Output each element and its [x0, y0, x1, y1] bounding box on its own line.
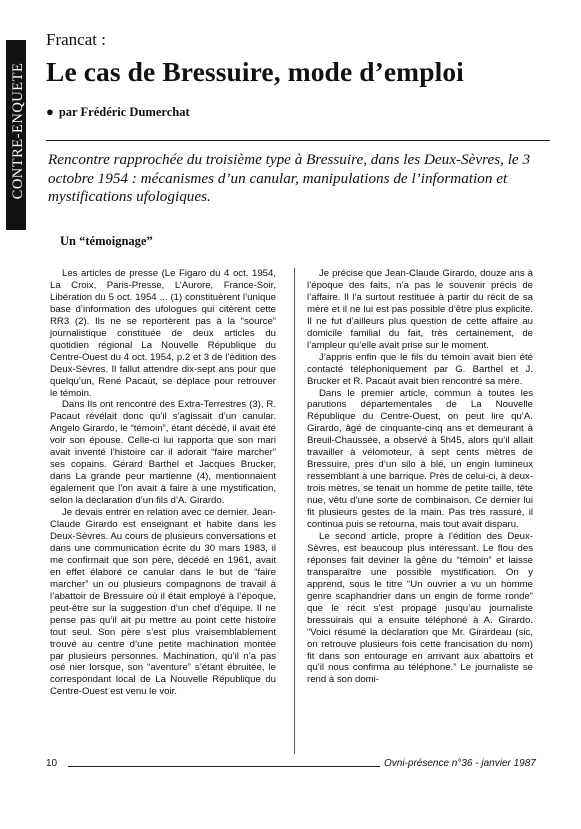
section-heading: Un “témoignage” [60, 234, 153, 248]
byline-text: par Frédéric Dumerchat [58, 105, 190, 119]
page-number: 10 [46, 758, 58, 769]
paragraph: Je devais entrer en relation avec ce dernier. Jean-Claude Girardo est enseignant et habite dans les Deux-Sèvres. Au cours de plusieurs conversations et dans une communication écrite du 30 mars 1983, il me confirmait que son père, décédé en 1961, avait en effet élaboré ce canular dans le but de “faire marcher” un ou plusieurs compagnons de travail à l’abattoir de Bressuire où il était employé à l’époque, peut-être sur la suggestion d’un chef d’équipe. Il ne pense pas qu’il ait pu mettre au point cette histoire tout seul. Son père s’est plus vraisemblablement trouvé au centre d’une petite machination montée par plusieurs personnes. Machination, qu’il n’a pas osé nier lorsque, son “aventure” s’étant ébruitée, le correspondant local de La Nouvelle République du Centre-Ouest est venu le voir. [50, 507, 276, 698]
text-column-right [307, 268, 533, 686]
footer-rule [68, 766, 380, 767]
header-rule [46, 140, 550, 141]
column-divider [294, 268, 295, 754]
article-standfirst: Rencontre rapprochée du troisième type à Bressuire, dans les Deux-Sèvres, le 3 octobre 1954 : mécanismes d’un canular, manipulations de l’information et mystifications ufologiques. [48, 151, 531, 205]
paragraph: Je précise que Jean-Claude Girardo, douze ans à l’époque des faits, n’a pas le souvenir précis de l’affaire. Il l’a surtout restituée à partir du récit de sa mère et il ne lui est pas possible d’être plus explicite. Il ne fut d’ailleurs plus question de cette affaire au domicile familial du fait, très certainement, de l’ampleur qu’elle avait prise sur le moment. [307, 268, 533, 351]
paragraph: Les articles de presse (Le Figaro du 4 oct. 1954, La Croix, Paris-Presse, L’Aurore, France-Soir, Libération du 5 oct. 1954 ... (1) constituèrent l’unique base d’information des ufologues qui citèrent cette RR3 (2). Ils ne se reportèrent pas à la “source” journalistique constituée de deux articles du quotidien régional La Nouvelle République du Centre-Ouest du 4 oct. 1954, p.2 et 3 de l’édition des Deux-Sèvres. Il fallut attendre dix-sept ans pour que quelqu’un, René Pacaut, se déplace pour retrouver le témoin. [50, 268, 276, 399]
footer-publication: Ovni-présence n°36 - janvier 1987 [384, 758, 536, 769]
section-banner-label: CONTRE-ENQUETE [10, 62, 26, 200]
article-title: Le cas de Bressuire, mode d’emploi [46, 56, 464, 87]
paragraph: Dans Ils ont rencontré des Extra-Terrestres (3), R. Pacaut révélait donc qu’il s’agissait d’un canular. Angelo Girardo, le “témoin”, étant décédé, il avait été voir son épouse. Celle-ci lui rapporta que son mari avait inventé l’histoire car il adorait “faire marcher” ses copains. Gérard Barthel et Jacques Brucker, dans La grande peur martienne (4), mentionnaient également que l’on avait à faire à une mystification, selon la déclaration d’un fils d’A. Girardo. [50, 399, 276, 507]
paragraph: Le second article, propre à l’édition des Deux-Sèvres, est beaucoup plus intéressant. Le flou des réponses fait deviner la gêne du “témoin” et laisse transparaître une possible mystification. On y apprend, sous le titre “Un ouvrier a vu un homme genre scaphandrier dans un engin de forme ronde” que le récit s’est propagé jusqu’au journaliste bressuirais qui a ensuite téléphoné à A. Girardo. “Voici résumé la déclaration que Mr. Girardeau (sic, on retrouve plusieurs fois cette francisation du nom) fit dans son entourage en arrivant aux abattoirs et qu’il nous confirma au téléphone.” Le journaliste se rend à son domi- [307, 530, 533, 686]
paragraph: J’appris enfin que le fils du témoin avait bien été contacté téléphoniquement par G. Barthel et J. Brucker et R. Pacaut avait bien rencontré sa mère. [307, 351, 533, 387]
bullet-icon: ● [46, 104, 54, 119]
paragraph: Dans le premier article, commun à toutes les parutions départementales de La Nouvelle République du Centre-Ouest, on peut lire qu’A. Girardo, âgé de cinquante-cinq ans et demeurant à Breuil-Chaussée, a observé à 5h45, alors qu’il allait travailler à vélomoteur, à sept cents mètres de Bressuire, près d’un silo à blé, un engin lumineux ressemblant à une barrique. Près de celui-ci, à deux-trois mètres, se tenait un homme de petite taille, tête nue, vêtu d’une sorte de combinaison. Ce dernier lui fit plusieurs gestes de la main. Pas très rassuré, il continua puis se retourna, mais tout avait disparu. [307, 387, 533, 531]
byline [46, 104, 190, 120]
article-kicker: Francat : [46, 30, 106, 49]
text-column-left [50, 268, 276, 698]
